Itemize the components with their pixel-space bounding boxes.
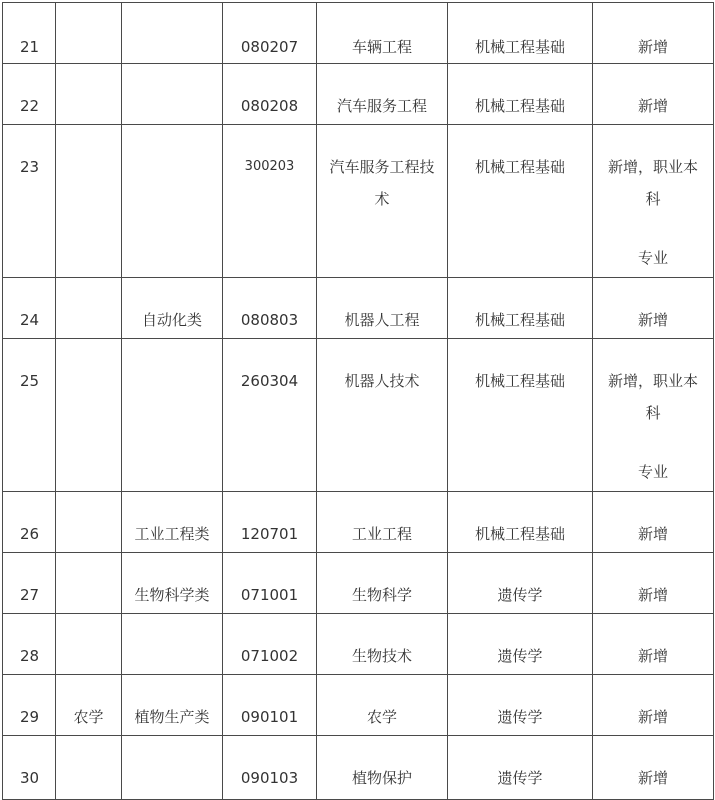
row-number: 30 bbox=[3, 736, 56, 800]
note-cell: 新增 bbox=[593, 553, 714, 614]
code-cell: 090103 bbox=[223, 736, 317, 800]
field-cell bbox=[56, 339, 122, 492]
row-number: 24 bbox=[3, 278, 56, 339]
table-row bbox=[3, 492, 714, 553]
class-cell: 生物科学类 bbox=[122, 553, 223, 614]
major-cell: 车辆工程 bbox=[317, 3, 448, 64]
note-cell: 新增，职业本 科 专业 bbox=[593, 125, 714, 278]
table-row bbox=[3, 675, 714, 736]
major-cell: 汽车服务工程 bbox=[317, 64, 448, 125]
row-number: 21 bbox=[3, 3, 56, 64]
note-cell: 新增，职业本 科 专业 bbox=[593, 339, 714, 492]
class-cell bbox=[122, 736, 223, 800]
row-number: 26 bbox=[3, 492, 56, 553]
major-cell: 机器人工程 bbox=[317, 278, 448, 339]
field-cell bbox=[56, 553, 122, 614]
table-row bbox=[3, 736, 714, 800]
code-cell: 071002 bbox=[223, 614, 317, 675]
class-cell bbox=[122, 339, 223, 492]
major-cell: 生物科学 bbox=[317, 553, 448, 614]
table-row bbox=[3, 278, 714, 339]
field-cell bbox=[56, 278, 122, 339]
subject-cell: 机械工程基础 bbox=[448, 278, 593, 339]
class-cell: 自动化类 bbox=[122, 278, 223, 339]
code-cell: 090101 bbox=[223, 675, 317, 736]
field-cell bbox=[56, 64, 122, 125]
note-cell: 新增 bbox=[593, 3, 714, 64]
subject-cell: 机械工程基础 bbox=[448, 125, 593, 278]
row-number: 29 bbox=[3, 675, 56, 736]
row-number: 28 bbox=[3, 614, 56, 675]
major-cell: 植物保护 bbox=[317, 736, 448, 800]
row-number: 25 bbox=[3, 339, 56, 492]
row-number: 23 bbox=[3, 125, 56, 278]
subject-cell: 机械工程基础 bbox=[448, 339, 593, 492]
field-cell bbox=[56, 736, 122, 800]
subject-cell: 遗传学 bbox=[448, 736, 593, 800]
major-cell: 工业工程 bbox=[317, 492, 448, 553]
major-cell: 农学 bbox=[317, 675, 448, 736]
subject-cell: 机械工程基础 bbox=[448, 64, 593, 125]
field-cell bbox=[56, 125, 122, 278]
major-table bbox=[2, 2, 714, 800]
row-number: 22 bbox=[3, 64, 56, 125]
table-row bbox=[3, 614, 714, 675]
note-cell: 新增 bbox=[593, 675, 714, 736]
code-cell: 260304 bbox=[223, 339, 317, 492]
table-row bbox=[3, 64, 714, 125]
class-cell bbox=[122, 614, 223, 675]
note-cell: 新增 bbox=[593, 614, 714, 675]
major-cell: 汽车服务工程技 术 bbox=[317, 125, 448, 278]
class-cell bbox=[122, 64, 223, 125]
field-cell: 农学 bbox=[56, 675, 122, 736]
note-cell: 新增 bbox=[593, 278, 714, 339]
note-cell: 新增 bbox=[593, 736, 714, 800]
subject-cell: 机械工程基础 bbox=[448, 3, 593, 64]
note-cell: 新增 bbox=[593, 492, 714, 553]
class-cell: 植物生产类 bbox=[122, 675, 223, 736]
row-number: 27 bbox=[3, 553, 56, 614]
class-cell: 工业工程类 bbox=[122, 492, 223, 553]
code-cell: 080208 bbox=[223, 64, 317, 125]
subject-cell: 遗传学 bbox=[448, 675, 593, 736]
table-row bbox=[3, 3, 714, 64]
code-cell: 300203 bbox=[223, 125, 317, 278]
field-cell bbox=[56, 614, 122, 675]
table-row bbox=[3, 339, 714, 492]
field-cell bbox=[56, 492, 122, 553]
field-cell bbox=[56, 3, 122, 64]
code-cell: 080207 bbox=[223, 3, 317, 64]
subject-cell: 机械工程基础 bbox=[448, 492, 593, 553]
subject-cell: 遗传学 bbox=[448, 553, 593, 614]
class-cell bbox=[122, 125, 223, 278]
major-cell: 生物技术 bbox=[317, 614, 448, 675]
note-cell: 新增 bbox=[593, 64, 714, 125]
major-cell: 机器人技术 bbox=[317, 339, 448, 492]
table-row bbox=[3, 125, 714, 278]
code-cell: 120701 bbox=[223, 492, 317, 553]
code-cell: 080803 bbox=[223, 278, 317, 339]
code-cell: 071001 bbox=[223, 553, 317, 614]
subject-cell: 遗传学 bbox=[448, 614, 593, 675]
class-cell bbox=[122, 3, 223, 64]
table-row bbox=[3, 553, 714, 614]
